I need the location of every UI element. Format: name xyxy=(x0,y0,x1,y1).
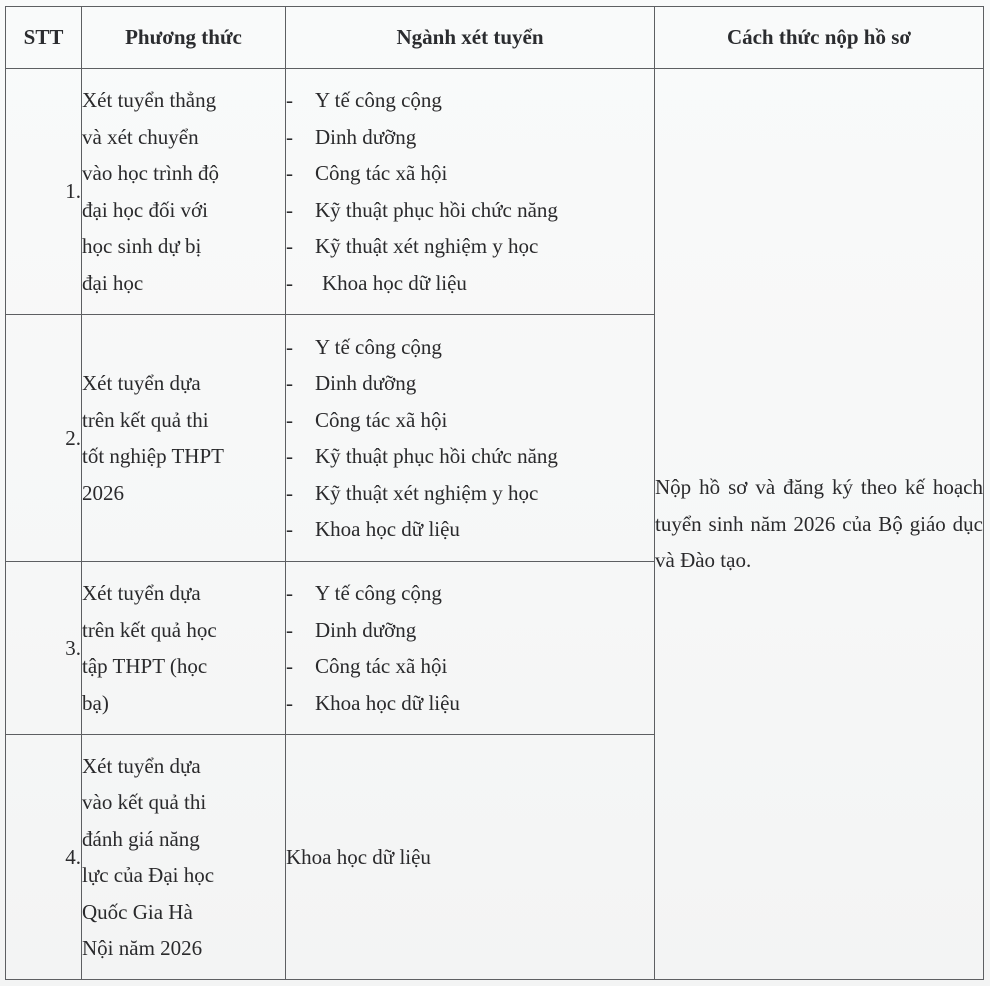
major-name: Công tác xã hội xyxy=(315,654,448,678)
method-line: và xét chuyển xyxy=(82,124,199,149)
row-number: 2. xyxy=(6,315,82,562)
table-header-row xyxy=(6,7,984,69)
row-number: 4. xyxy=(6,735,82,980)
major-name: Y tế công cộng xyxy=(315,334,442,359)
major-name: Khoa học dữ liệu xyxy=(315,690,460,715)
major-item xyxy=(286,402,654,439)
method-line: đại học đối với xyxy=(82,197,208,222)
major-list xyxy=(286,575,654,721)
method-line: trên kết quả học xyxy=(82,617,217,642)
table-row xyxy=(6,69,984,315)
major-name: Kỹ thuật xét nghiệm y học xyxy=(315,480,539,505)
dash-bullet-icon: - xyxy=(286,444,293,468)
method-line: vào kết quả thi xyxy=(82,790,207,814)
admission-method xyxy=(82,315,286,562)
dash-bullet-icon: - xyxy=(286,480,293,505)
major-name: Y tế công cộng xyxy=(315,88,442,112)
dash-bullet-icon: - xyxy=(286,617,293,642)
dash-bullet-icon: - xyxy=(286,270,293,295)
major-item xyxy=(286,475,654,512)
dash-bullet-icon: - xyxy=(286,517,293,541)
major-list xyxy=(286,329,654,548)
method-line: Xét tuyển thẳng xyxy=(82,88,217,112)
major-item xyxy=(286,155,654,192)
header-majors: Ngành xét tuyển xyxy=(286,7,655,69)
method-line: Nội năm 2026 xyxy=(82,936,203,960)
majors-cell: Khoa học dữ liệu xyxy=(286,735,655,980)
method-line: đại học xyxy=(82,270,144,295)
method-line: Xét tuyển dựa xyxy=(82,753,201,778)
admission-method xyxy=(82,69,286,315)
dash-bullet-icon: - xyxy=(286,161,293,185)
method-line: 2026 xyxy=(82,480,124,505)
major-item xyxy=(286,265,654,302)
dash-bullet-icon: - xyxy=(286,234,293,258)
major-item xyxy=(286,82,654,119)
major-name: Dinh dưỡng xyxy=(315,371,417,395)
dash-bullet-icon: - xyxy=(286,88,293,112)
majors-cell xyxy=(286,562,655,735)
method-line: tốt nghiệp THPT xyxy=(82,444,224,468)
submission-method: Nộp hồ sơ và đăng ký theo kế hoạch tuyển sinh năm 2026 của Bộ giáo dục và Đào tạo. xyxy=(655,69,984,980)
method-line: Xét tuyển dựa xyxy=(82,371,201,395)
method-line: lực của Đại học xyxy=(82,863,215,887)
dash-bullet-icon: - xyxy=(286,690,293,715)
dash-bullet-icon: - xyxy=(286,407,293,432)
method-line: vào học trình độ xyxy=(82,161,220,185)
method-line: Xét tuyển dựa xyxy=(82,581,201,605)
dash-bullet-icon: - xyxy=(286,197,293,222)
method-line: Quốc Gia Hà xyxy=(82,899,193,924)
major-item xyxy=(286,685,654,722)
method-line: học sinh dự bị xyxy=(82,234,202,258)
header-stt: STT xyxy=(6,7,82,69)
majors-cell xyxy=(286,315,655,562)
row-number: 3. xyxy=(6,562,82,735)
major-list xyxy=(286,82,654,301)
major-item xyxy=(286,365,654,402)
method-line: đánh giá năng xyxy=(82,826,200,851)
major-name: Dinh dưỡng xyxy=(315,124,417,149)
header-method: Phương thức xyxy=(82,7,286,69)
major-item xyxy=(286,648,654,685)
dash-bullet-icon: - xyxy=(286,371,293,395)
dash-bullet-icon: - xyxy=(286,334,293,359)
major-name: Kỹ thuật phục hồi chức năng xyxy=(315,444,558,468)
major-name: Khoa học dữ liệu xyxy=(322,270,467,295)
method-line: trên kết quả thi xyxy=(82,407,209,432)
major-item xyxy=(286,228,654,265)
major-name: Dinh dưỡng xyxy=(315,617,417,642)
major-item xyxy=(286,329,654,366)
row-number: 1. xyxy=(6,69,82,315)
major-name: Khoa học dữ liệu xyxy=(315,517,460,541)
major-item xyxy=(286,192,654,229)
major-item xyxy=(286,612,654,649)
major-name: Công tác xã hội xyxy=(315,161,448,185)
dash-bullet-icon: - xyxy=(286,581,293,605)
majors-cell xyxy=(286,69,655,315)
major-item xyxy=(286,119,654,156)
major-name: Kỹ thuật xét nghiệm y học xyxy=(315,234,539,258)
method-line: tập THPT (học xyxy=(82,654,208,678)
dash-bullet-icon: - xyxy=(286,124,293,149)
admission-method xyxy=(82,562,286,735)
method-line: bạ) xyxy=(82,690,109,715)
dash-bullet-icon: - xyxy=(286,654,293,678)
admission-methods-table xyxy=(5,6,984,980)
major-name: Công tác xã hội xyxy=(315,407,448,432)
header-submission: Cách thức nộp hồ sơ xyxy=(655,7,984,69)
admission-method xyxy=(82,735,286,980)
major-item xyxy=(286,575,654,612)
major-item xyxy=(286,438,654,475)
major-item xyxy=(286,511,654,548)
major-name: Kỹ thuật phục hồi chức năng xyxy=(315,197,558,222)
major-name: Y tế công cộng xyxy=(315,581,442,605)
